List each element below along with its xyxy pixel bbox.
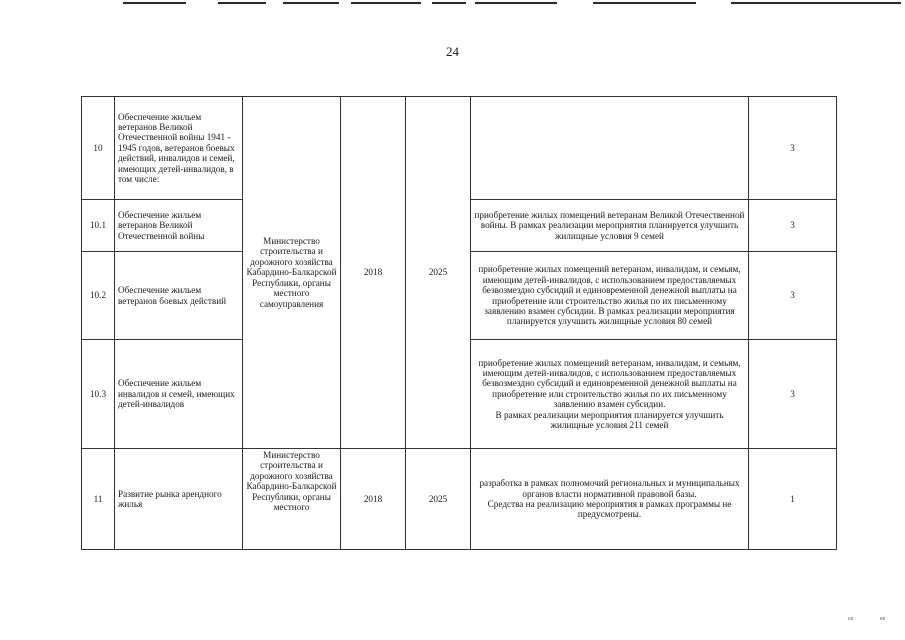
indicator-number: 3 [749,200,837,252]
measure-name: Обеспечение жильем ветеранов Великой Отечественной войны 1941 - 1945 годов, ветеранов боевых действий, инвалидов и семей, имеющих детей-инвалидов, в том числе: [115,97,243,200]
measure-description [471,97,749,200]
measure-name: Обеспечение жильем ветеранов боевых действий [115,252,243,340]
page-number: 24 [446,44,459,59]
header-rule-7 [593,2,696,4]
indicator-number: 3 [749,340,837,449]
scan-mark: ce [848,616,854,622]
program-measures-table [81,96,837,550]
header-rule-1 [123,2,186,4]
end-year: 2025 [406,449,471,550]
indicator-number: 3 [749,97,837,200]
measure-name: Развитие рынка арендного жилья [115,449,243,550]
row-number: 10.2 [82,252,115,340]
row-number: 10.3 [82,340,115,449]
start-year: 2018 [341,449,406,550]
scan-mark: ee [880,616,886,622]
row-number: 10 [82,97,115,200]
measure-description: приобретение жилых помещений ветеранам, инвалидам, и семьям, имеющим детей-инвалидов, с использованием предоставляемых безвозмездно субсидий и единовременной денежной выплаты на приобретение или строительство жилья по их письменному заявлению взамен субсидии. В рамках реализации мероприятия планируется улучшить жилищные условия 211 семей [471,340,749,449]
executor-cell: Министерство строительства и дорожного хозяйства Кабардино-Балкарской Республики, органы местного [243,449,341,550]
header-rule-8 [731,2,901,4]
measure-description: приобретение жилых помещений ветеранам, инвалидам, и семьям, имеющим детей-инвалидов, с использованием предоставляемых безвозмездно субсидий и единовременной денежной выплаты на приобретение или строительство жилья по их письменному заявлению взамен субсидии. В рамках реализации мероприятия планируется улучшить жилищные условия 80 семей [471,252,749,340]
measure-description: приобретение жилых помещений ветеранам Великой Отечественной войны. В рамках реализации мероприятия планируется улучшить жилищные условия 9 семей [471,200,749,252]
measure-name: Обеспечение жильем инвалидов и семей, имеющих детей-инвалидов [115,340,243,449]
header-rule-5 [432,2,466,4]
indicator-number: 3 [749,252,837,340]
header-rule-2 [218,2,266,4]
start-year: 2018 [341,97,406,449]
header-rule-3 [283,2,339,4]
indicator-number: 1 [749,449,837,550]
row-number: 10.1 [82,200,115,252]
table-row [82,449,837,550]
executor-cell: Министерство строительства и дорожного хозяйства Кабардино-Балкарской Республики, органы местного самоуправления [243,97,341,449]
measure-name: Обеспечение жильем ветеранов Великой Отечественной войны [115,200,243,252]
header-rule-6 [475,2,557,4]
table-row [82,97,837,200]
end-year: 2025 [406,97,471,449]
measure-description: разработка в рамках полномочий региональных и муниципальных органов власти нормативной правовой базы. Средства на реализацию мероприятия в рамках программы не предусмотрены. [471,449,749,550]
row-number: 11 [82,449,115,550]
header-rule-4 [351,2,421,4]
